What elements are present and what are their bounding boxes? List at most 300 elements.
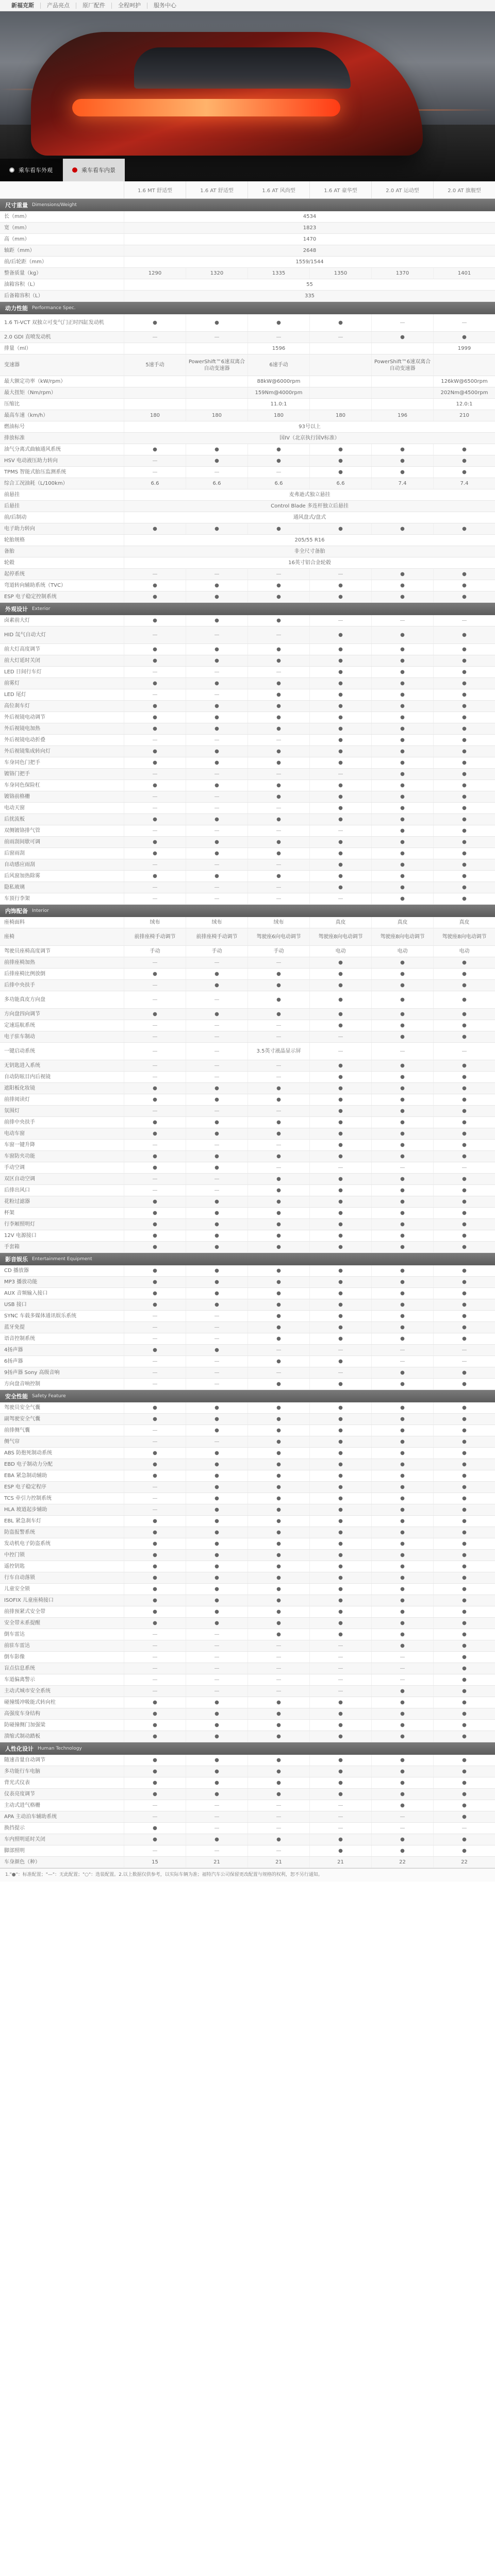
spec-label: 前雨刮间歇可调	[4, 839, 40, 845]
spec-value: —	[186, 1663, 248, 1674]
spec-label: ABS 防抱死制动系统	[4, 1450, 53, 1456]
spec-section	[0, 1390, 495, 1742]
spec-value: ●	[124, 1720, 186, 1731]
spec-value: 22	[371, 1857, 433, 1868]
spec-values	[124, 701, 495, 711]
spec-value: —	[248, 957, 309, 968]
spec-row	[0, 1140, 495, 1151]
section-title	[0, 302, 495, 314]
spec-row	[0, 444, 495, 455]
spec-label: 前大灯高度调节	[4, 647, 40, 652]
spec-values	[124, 1288, 495, 1299]
spec-value: —	[124, 735, 186, 745]
spec-value: 88kW@6000rpm	[248, 376, 309, 387]
spec-label: 仪表亮度调节	[4, 1791, 35, 1797]
spec-values	[124, 1345, 495, 1355]
spec-value: ●	[371, 1459, 433, 1470]
spec-value: ●	[248, 1504, 309, 1515]
spec-row	[0, 1043, 495, 1060]
model-column-header[interactable]: 2.0 AT 运动型	[371, 181, 433, 198]
spec-row	[0, 1094, 495, 1106]
spec-value: ●	[371, 1117, 433, 1128]
spec-label: 前排座椅加热	[4, 960, 35, 965]
spec-value: ●	[433, 1482, 495, 1493]
spec-label: 轮胎规格	[4, 537, 25, 543]
spec-value: ●	[124, 723, 186, 734]
spec-value: ●	[248, 1414, 309, 1425]
spec-label: 后悬挂	[4, 503, 20, 509]
spec-values	[124, 1561, 495, 1572]
spec-values	[124, 268, 495, 279]
spec-value: ●	[371, 791, 433, 802]
spec-label: 排量（ml）	[4, 346, 31, 351]
spec-value: —	[248, 769, 309, 779]
spec-value: ●	[124, 1128, 186, 1139]
spec-value: ●	[124, 655, 186, 666]
spec-value: ●	[309, 1151, 371, 1162]
spec-values	[124, 893, 495, 904]
spec-values	[124, 1356, 495, 1367]
spec-value: —	[186, 1031, 248, 1042]
spec-label: 倒车影像	[4, 1654, 25, 1660]
spec-label: 遥控钥匙	[4, 1564, 25, 1569]
spec-value: ●	[248, 1731, 309, 1742]
model-column-header[interactable]: 1.6 AT 舒适型	[186, 181, 248, 198]
model-column-header[interactable]: 1.6 MT 舒适型	[124, 181, 186, 198]
view-mode-label: 乘车看车内景	[81, 167, 116, 174]
spec-values	[124, 1009, 495, 1020]
spec-label: 蓝牙免提	[4, 1325, 25, 1330]
model-column-header[interactable]: 2.0 AT 旗舰型	[433, 181, 495, 198]
spec-value: ●	[433, 893, 495, 904]
spec-value: —	[124, 455, 186, 466]
spec-value: ●	[309, 701, 371, 711]
spec-row	[0, 825, 495, 837]
spec-value: 驾驶座8向电动调节	[371, 928, 433, 945]
spec-value: ●	[371, 1470, 433, 1481]
spec-value: —	[124, 1356, 186, 1367]
spec-value: ●	[309, 1572, 371, 1583]
section-title	[0, 1390, 495, 1402]
spec-row	[0, 893, 495, 905]
spec-value: ●	[248, 1606, 309, 1617]
spec-value: —	[186, 569, 248, 580]
spec-value: ●	[371, 591, 433, 602]
model-column-header[interactable]: 1.6 AT 风尚型	[248, 181, 309, 198]
spec-row	[0, 667, 495, 678]
spec-value: —	[186, 1674, 248, 1685]
spec-row	[0, 837, 495, 848]
spec-values	[124, 655, 495, 666]
spec-value: ●	[371, 1516, 433, 1527]
spec-value: ●	[371, 1697, 433, 1708]
spec-row	[0, 1072, 495, 1083]
spec-value: ●	[248, 1333, 309, 1344]
spec-label: 随速音量自动调节	[4, 1757, 45, 1763]
spec-label: 双区自动空调	[4, 1176, 35, 1182]
spec-value: ●	[124, 1162, 186, 1173]
spec-value: —	[186, 1106, 248, 1116]
spec-value: —	[433, 1823, 495, 1834]
spec-value: —	[186, 957, 248, 968]
spec-value: ●	[186, 523, 248, 534]
spec-value: ●	[186, 1162, 248, 1173]
spec-value: ●	[309, 1242, 371, 1252]
spec-label: 前排阅读灯	[4, 1097, 30, 1103]
view-mode-button[interactable]	[63, 159, 125, 181]
spec-value: —	[186, 1640, 248, 1651]
spec-value: ●	[371, 1072, 433, 1082]
spec-values	[124, 501, 495, 512]
spec-value: —	[248, 1060, 309, 1071]
spec-value: ●	[186, 1595, 248, 1606]
view-mode-label: 乘车看车外观	[19, 167, 53, 174]
spec-value: 4534	[124, 211, 495, 222]
spec-values	[124, 1402, 495, 1413]
spec-value: ●	[186, 1561, 248, 1572]
spec-value: ●	[433, 1766, 495, 1777]
spec-values	[124, 712, 495, 723]
spec-values	[124, 1072, 495, 1082]
spec-value: ●	[248, 689, 309, 700]
spec-values	[124, 245, 495, 256]
view-mode-button[interactable]	[0, 159, 62, 181]
spec-value: ●	[124, 1448, 186, 1459]
nav-item[interactable]: 服务中心	[154, 2, 176, 9]
spec-label: AUX 音频输入接口	[4, 1291, 48, 1296]
spec-value: 196	[371, 410, 433, 421]
spec-value: 绒布	[248, 917, 309, 928]
spec-value: —	[248, 1020, 309, 1031]
spec-label: 方向盘四向调节	[4, 1011, 40, 1017]
spec-value: ●	[124, 1708, 186, 1719]
spec-value: —	[124, 1043, 186, 1060]
spec-value: ●	[371, 1834, 433, 1845]
spec-values	[124, 1117, 495, 1128]
section-rows	[0, 1402, 495, 1742]
spec-value: ●	[186, 1708, 248, 1719]
spec-value: ●	[248, 1448, 309, 1459]
spec-value: —	[124, 791, 186, 802]
spec-row	[0, 467, 495, 478]
spec-value: —	[124, 803, 186, 814]
spec-value	[309, 354, 371, 376]
spec-row	[0, 1196, 495, 1208]
spec-value: ●	[371, 1766, 433, 1777]
spec-value: ●	[371, 1572, 433, 1583]
spec-row	[0, 980, 495, 991]
spec-row	[0, 791, 495, 803]
spec-value: ●	[433, 1459, 495, 1470]
spec-row	[0, 1402, 495, 1414]
spec-row	[0, 433, 495, 444]
nav-item[interactable]: 全程呵护	[112, 3, 147, 9]
spec-label: 副驾驶安全气囊	[4, 1416, 40, 1422]
spec-values	[124, 1572, 495, 1583]
spec-value: ●	[309, 1020, 371, 1031]
spec-value: 126kW@6500rpm	[433, 376, 495, 387]
spec-row	[0, 1629, 495, 1640]
spec-value: 1370	[371, 268, 433, 279]
spec-value: ●	[309, 1311, 371, 1321]
spec-table	[0, 199, 495, 1868]
spec-label: 前驻车雷达	[4, 1643, 30, 1649]
spec-value: ●	[371, 1504, 433, 1515]
hero-banner	[0, 11, 495, 181]
spec-value: ●	[186, 871, 248, 882]
spec-row	[0, 234, 495, 245]
spec-value: —	[186, 689, 248, 700]
spec-values	[124, 928, 495, 945]
spec-value: ●	[433, 746, 495, 757]
spec-value: ●	[309, 1538, 371, 1549]
spec-row	[0, 399, 495, 410]
spec-section	[0, 1253, 495, 1390]
spec-values	[124, 626, 495, 643]
spec-value: —	[371, 1652, 433, 1663]
spec-value: ●	[309, 1470, 371, 1481]
spec-label: 起停系统	[4, 571, 25, 577]
spec-label: 溃缩式制动踏板	[4, 1734, 40, 1739]
spec-values	[124, 455, 495, 466]
spec-label: 电子助力转向	[4, 526, 35, 532]
spec-value: PowerShift™6速双离合自动变速器	[186, 354, 248, 376]
spec-label: 轴距（mm）	[4, 248, 35, 253]
spec-value: ●	[248, 1230, 309, 1241]
spec-value: ●	[371, 1720, 433, 1731]
spec-values	[124, 211, 495, 222]
spec-value: ●	[433, 1572, 495, 1583]
spec-value: ●	[371, 1538, 433, 1549]
spec-value: ●	[186, 1572, 248, 1583]
spec-value: 电动	[371, 946, 433, 957]
spec-label: 驾驶员安全气囊	[4, 1405, 40, 1411]
spec-value: ●	[433, 1811, 495, 1822]
spec-value: ●	[124, 1288, 186, 1299]
spec-value: ●	[371, 1196, 433, 1207]
spec-row	[0, 1618, 495, 1629]
spec-value: ●	[248, 871, 309, 882]
spec-value: ●	[371, 769, 433, 779]
spec-value: ●	[433, 882, 495, 893]
spec-row	[0, 1436, 495, 1448]
spec-value: ●	[433, 1834, 495, 1845]
spec-value: —	[186, 1436, 248, 1447]
spec-value: 210	[433, 410, 495, 421]
spec-label: MP3 播放功能	[4, 1279, 38, 1285]
spec-value: ●	[433, 1755, 495, 1766]
spec-label: CD 播放器	[4, 1268, 29, 1274]
spec-row	[0, 1640, 495, 1652]
spec-value: ●	[309, 1595, 371, 1606]
spec-label: 高（mm）	[4, 236, 30, 242]
spec-value: ●	[433, 1140, 495, 1150]
spec-value: —	[124, 1629, 186, 1640]
spec-value: ●	[433, 1196, 495, 1207]
spec-value: ●	[309, 626, 371, 643]
spec-value: ●	[309, 667, 371, 677]
spec-value: ●	[248, 1265, 309, 1276]
spec-value: ●	[124, 1009, 186, 1020]
spec-value: —	[124, 689, 186, 700]
spec-value: ●	[124, 644, 186, 655]
spec-value: ●	[433, 1629, 495, 1640]
spec-label: 前排预紧式安全带	[4, 1609, 45, 1615]
spec-value: ●	[309, 591, 371, 602]
spec-values	[124, 946, 495, 957]
spec-row	[0, 1345, 495, 1356]
car-taillight	[72, 99, 340, 116]
spec-value: ●	[309, 991, 371, 1008]
spec-value: —	[433, 1356, 495, 1367]
spec-value: ●	[433, 848, 495, 859]
spec-value: ●	[433, 1708, 495, 1719]
spec-value: ●	[309, 1219, 371, 1230]
spec-row	[0, 421, 495, 433]
spec-value: ●	[309, 1697, 371, 1708]
spec-value: —	[248, 626, 309, 643]
spec-value: 6.6	[186, 478, 248, 489]
spec-value: ●	[124, 1083, 186, 1094]
spec-value: ●	[309, 1379, 371, 1389]
spec-values	[124, 969, 495, 979]
spec-value: ●	[248, 1356, 309, 1367]
spec-value: ●	[371, 1219, 433, 1230]
spec-value: 1596	[248, 343, 309, 354]
nav-item[interactable]: 产品亮点	[41, 3, 76, 9]
spec-value	[124, 387, 186, 398]
spec-values	[124, 444, 495, 455]
spec-value: ●	[248, 1196, 309, 1207]
spec-value: ●	[371, 678, 433, 689]
spec-values	[124, 1731, 495, 1742]
spec-value: 真皮	[433, 917, 495, 928]
spec-row	[0, 1800, 495, 1811]
spec-value: 7.4	[433, 478, 495, 489]
spec-label: 2.0 GDI 直喷发动机	[4, 334, 51, 340]
spec-values	[124, 1584, 495, 1595]
spec-value: ●	[309, 689, 371, 700]
nav-item[interactable]: 新福克斯	[5, 3, 41, 9]
spec-value: ●	[124, 712, 186, 723]
spec-value: —	[309, 1663, 371, 1674]
spec-value: ●	[186, 1618, 248, 1629]
spec-row	[0, 1185, 495, 1196]
spec-value: ●	[248, 591, 309, 602]
spec-value: —	[186, 467, 248, 478]
spec-value: —	[248, 569, 309, 580]
spec-label: EBL 紧急刹车灯	[4, 1518, 41, 1524]
spec-value: ●	[433, 1595, 495, 1606]
spec-value: ●	[186, 1493, 248, 1504]
spec-values	[124, 1333, 495, 1344]
spec-value: ●	[371, 871, 433, 882]
spec-value: ●	[309, 1731, 371, 1742]
spec-values	[124, 512, 495, 523]
spec-value: —	[124, 1811, 186, 1822]
spec-value: ●	[124, 1606, 186, 1617]
spec-value: ●	[124, 814, 186, 825]
spec-value: 电动	[309, 946, 371, 957]
spec-value: ●	[309, 1356, 371, 1367]
spec-values	[124, 489, 495, 500]
spec-value: —	[186, 1072, 248, 1082]
spec-value: ●	[309, 757, 371, 768]
spec-value: 手动	[248, 946, 309, 957]
spec-values	[124, 1162, 495, 1173]
spec-value	[371, 387, 433, 398]
spec-value: —	[248, 467, 309, 478]
spec-value	[124, 376, 186, 387]
spec-label: 9扬声器 Sony 高级音响	[4, 1370, 60, 1376]
spec-value: ●	[248, 1299, 309, 1310]
spec-value: —	[309, 1686, 371, 1697]
spec-value: ●	[309, 1060, 371, 1071]
spec-value: ●	[371, 1277, 433, 1287]
spec-value: ●	[186, 655, 248, 666]
spec-values	[124, 803, 495, 814]
spec-row	[0, 512, 495, 523]
spec-value: ●	[371, 1299, 433, 1310]
spec-label: 4扬声器	[4, 1347, 23, 1353]
nav-item[interactable]: 原厂配件	[76, 3, 112, 9]
spec-value: ●	[371, 1128, 433, 1139]
spec-value: ●	[248, 314, 309, 331]
spec-value: ●	[248, 1117, 309, 1128]
spec-value: ●	[248, 523, 309, 534]
spec-values	[124, 569, 495, 580]
spec-row	[0, 1777, 495, 1789]
spec-value: ●	[371, 1106, 433, 1116]
spec-value: ●	[248, 1128, 309, 1139]
spec-value: ●	[371, 825, 433, 836]
spec-value: ●	[309, 523, 371, 534]
spec-value: ●	[248, 444, 309, 455]
spec-value: ●	[124, 1117, 186, 1128]
spec-label: 电动天窗	[4, 805, 25, 811]
spec-value: —	[186, 1060, 248, 1071]
spec-value: ●	[309, 735, 371, 745]
spec-value: ●	[248, 1482, 309, 1493]
spec-value: ●	[433, 332, 495, 343]
spec-label: 防碰撞侧门加强梁	[4, 1722, 45, 1728]
spec-value: ●	[371, 1174, 433, 1184]
spec-label: 镀铬门把手	[4, 771, 30, 777]
spec-row	[0, 969, 495, 980]
spec-value: ●	[309, 1504, 371, 1515]
spec-value: ●	[371, 1094, 433, 1105]
spec-value: ●	[124, 1242, 186, 1252]
spec-label: 前雾灯	[4, 681, 20, 686]
spec-label: 油箱容积（L）	[4, 282, 38, 287]
spec-value: ●	[124, 1414, 186, 1425]
spec-value: ●	[124, 1265, 186, 1276]
spec-value: ●	[248, 1459, 309, 1470]
spec-value: ●	[248, 991, 309, 1008]
spec-values	[124, 1414, 495, 1425]
spec-row	[0, 928, 495, 946]
spec-value: ●	[309, 1708, 371, 1719]
spec-value: ●	[433, 1322, 495, 1333]
spec-value: ●	[371, 580, 433, 591]
spec-label: 卤素前大灯	[4, 618, 30, 623]
spec-value: 麦弗逊式独立悬挂	[124, 489, 495, 500]
model-column-header[interactable]: 1.6 AT 豪华型	[309, 181, 371, 198]
spec-row	[0, 546, 495, 557]
spec-row	[0, 1606, 495, 1618]
spec-value: —	[371, 615, 433, 626]
spec-value: ●	[371, 1185, 433, 1196]
